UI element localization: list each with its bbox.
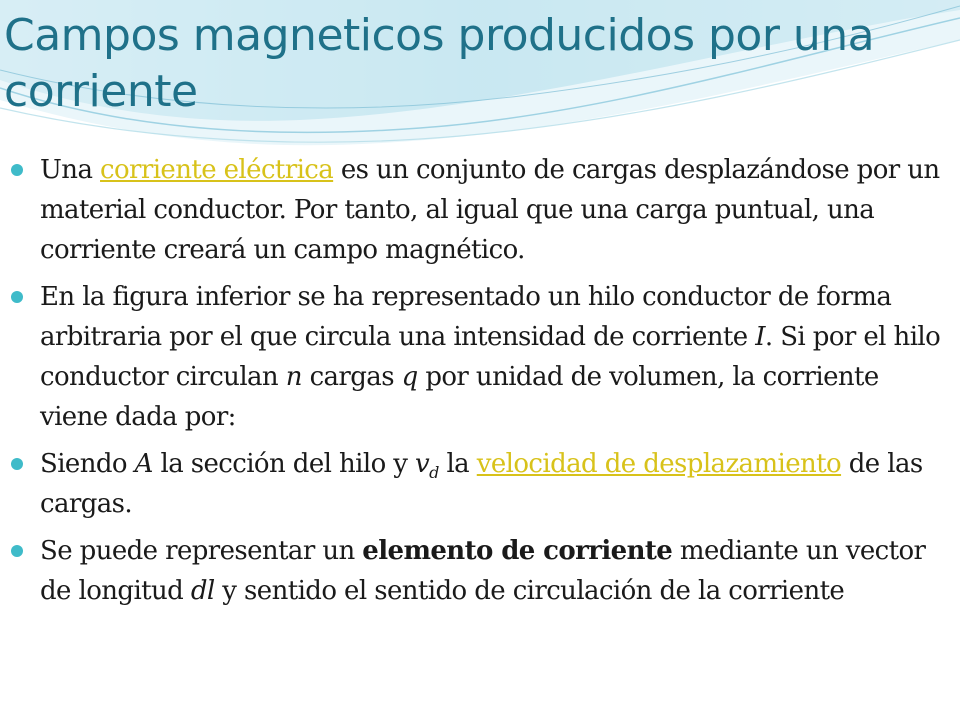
bullet-item-4 (0, 531, 960, 611)
link-corriente-electrica[interactable]: corriente eléctrica (100, 155, 334, 185)
var-A: A (134, 449, 153, 479)
bullet-2-text-c: cargas (301, 362, 402, 392)
bullet-3-text-d: de las cargas. (40, 449, 923, 519)
bullet-dot-icon (11, 545, 23, 557)
slide-title: Campos magneticos producidos por una corriente (4, 10, 875, 117)
bullet-4-text-c: y sentido el sentido de circulación de la corriente (214, 576, 845, 606)
bullet-3-text-b: la sección del hilo y (152, 449, 416, 479)
var-subscript-d: d (429, 463, 439, 483)
var-dl: dl (190, 576, 215, 606)
bullet-3-text-c: la (438, 449, 477, 479)
bullet-item-1 (0, 150, 960, 270)
bullet-3-text-a: Siendo (40, 449, 135, 479)
bullet-dot-icon (11, 291, 23, 303)
var-I: I (755, 322, 765, 352)
bullet-dot-icon (11, 458, 23, 470)
var-q: q (401, 362, 418, 392)
bullet-2-text-a: En la figura inferior se ha representado un hilo conductor de forma arbitraria por el que circula una intensidad de corriente (40, 282, 892, 352)
bullet-list (0, 150, 960, 618)
bullet-1-text-b: es un conjunto de cargas desplazándose por un material conductor. Por tanto, al igual que una carga puntual, una corriente creará un campo magnético. (40, 155, 940, 265)
bullet-4-text-b: mediante un vector de longitud (40, 536, 926, 606)
bullet-dot-icon (11, 164, 23, 176)
var-n: n (285, 362, 302, 392)
var-v: v (415, 449, 430, 479)
bullet-item-3 (0, 444, 960, 524)
bullet-1-text-a: Una (40, 155, 101, 185)
bullet-item-2 (0, 277, 960, 437)
link-velocidad-desplazamiento[interactable]: velocidad de desplazamiento (476, 449, 842, 479)
bullet-2-text-d: por unidad de volumen, la corriente viene dada por: (40, 362, 879, 432)
bullet-2-text-b: . Si por el hilo conductor circulan (40, 322, 941, 392)
bullet-4-text-a: Se puede representar un (40, 536, 363, 566)
bold-elemento-corriente: elemento de corriente (362, 536, 673, 566)
